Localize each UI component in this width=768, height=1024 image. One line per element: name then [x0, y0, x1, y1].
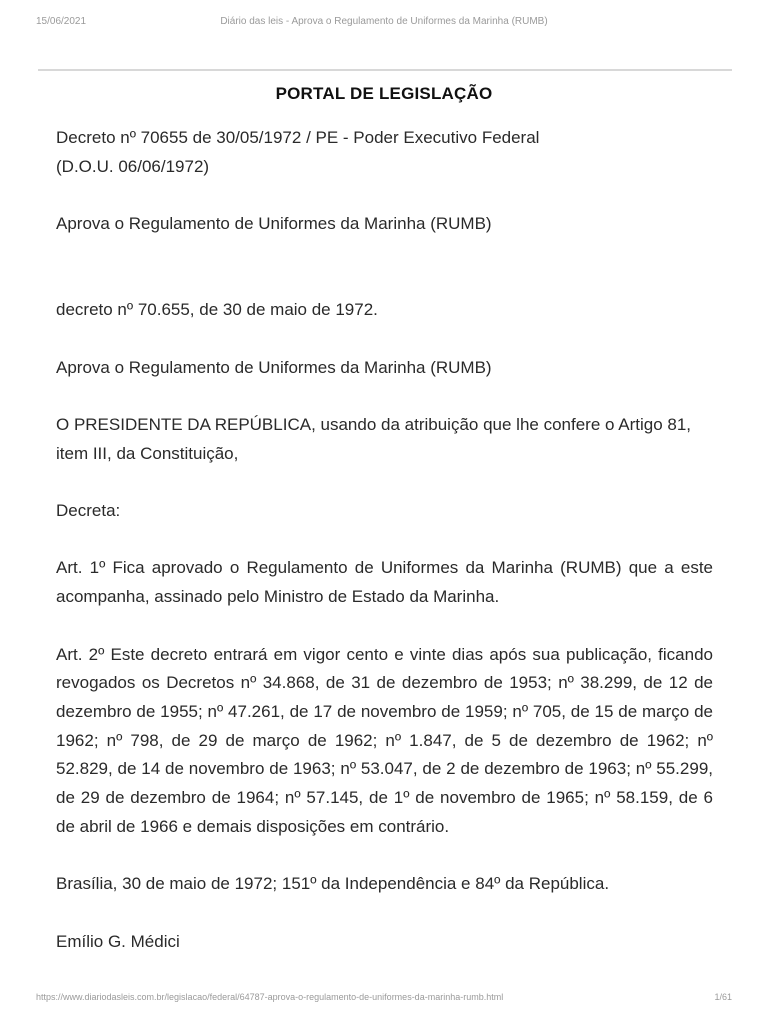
decree-number: decreto nº 70.655, de 30 de maio de 1972. — [56, 300, 378, 320]
decree-header-line1: Decreto nº 70655 de 30/05/1972 / PE - Poder Executivo Federal — [56, 128, 540, 147]
decreta-label: Decreta: — [56, 501, 121, 521]
place-date: Brasília, 30 de maio de 1972; 151º da Independência e 84º da República. — [56, 874, 610, 894]
article-2: Art. 2º Este decreto entrará em vigor cento e vinte dias após sua publicação, ficando revogados os Decretos nº 34.868, de 31 de dezembro de 1953; nº 38.299, de 12 de dezembro de 1955; nº 47.261, de 17 de novembro de 1959; nº 705, de 15 de março de 1962; nº 798, de 29 de março de 1962; nº 1.847, de 5 de dezembro de 1962; nº 52.829, de 14 de novembro de 1963; nº 53.047, de 2 de dezembro de 1963; nº 55.299, de 29 de dezembro de 1964; nº 57.145, de 1º de novembro de 1965; nº 58.159, de 6 de abril de 1966 e demais disposições em contrário. — [56, 644, 713, 836]
decree-preamble: O PRESIDENTE DA REPÚBLICA, usando da atribuição que lhe confere o Artigo 81, item III, da Constituição, — [56, 414, 692, 463]
decree-content — [56, 124, 713, 956]
decree-summary: Aprova o Regulamento de Uniformes da Marinha (RUMB) — [56, 214, 492, 234]
page-number: 1/61 — [714, 992, 732, 1002]
print-header — [0, 14, 768, 34]
article-1: Art. 1º Fica aprovado o Regulamento de Uniformes da Marinha (RUMB) que a este acompanha, assinado pelo Ministro de Estado da Marinha. — [56, 558, 713, 607]
header-divider — [38, 69, 732, 71]
decree-header-line2: (D.O.U. 06/06/1972) — [56, 156, 210, 176]
signature: Emílio G. Médici — [56, 931, 180, 951]
decree-summary-repeat: Aprova o Regulamento de Uniformes da Marinha (RUMB) — [56, 357, 492, 377]
print-page-title: Diário das leis - Aprova o Regulamento de Uniformes da Marinha (RUMB) — [220, 16, 548, 27]
portal-title: PORTAL DE LEGISLAÇÃO — [275, 84, 493, 103]
print-url: https://www.diariodasleis.com.br/legislacao/federal/64787-aprova-o-regulamento-de-uniformes-da-marinha-rumb.html — [36, 992, 504, 1002]
print-date: 15/06/2021 — [36, 16, 87, 27]
print-footer — [0, 992, 768, 1008]
